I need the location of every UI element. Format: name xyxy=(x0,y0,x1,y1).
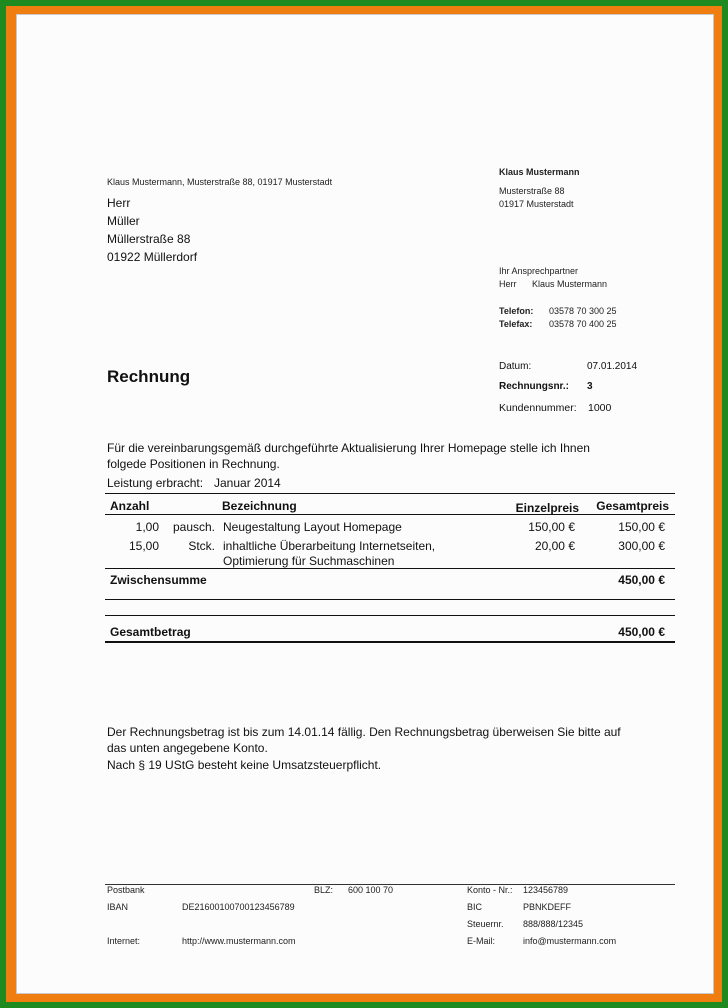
footer-tax-label: Steuernr. xyxy=(467,919,504,929)
footer-tax: 888/888/12345 xyxy=(523,919,584,929)
subtotal-bottom-rule xyxy=(105,599,675,600)
invoice-title: Rechnung xyxy=(107,367,191,386)
footer-blz-label: BLZ: xyxy=(314,885,334,895)
footer-iban-label: IBAN xyxy=(107,902,129,912)
header-desc: Bezeichnung xyxy=(222,499,297,513)
header-unit-price: Einzelpreis xyxy=(515,501,579,515)
fax-label: Telefax: xyxy=(499,319,533,329)
recipient-name: Müller xyxy=(107,214,140,228)
footer-bic-label: BIC xyxy=(467,902,483,912)
row1-qty: 1,00 xyxy=(135,520,159,534)
footer-konto: 123456789 xyxy=(523,885,569,895)
contact-name: Klaus Mustermann xyxy=(532,279,608,289)
row2-desc: inhaltliche Überarbeitung Internetseiten, xyxy=(223,539,436,553)
invoice-page xyxy=(16,14,714,994)
footer-konto-label: Konto - Nr.: xyxy=(467,885,513,895)
grand-top-rule xyxy=(105,615,675,616)
date-value: 07.01.2014 xyxy=(587,361,638,372)
payment-line-1: Der Rechnungsbetrag ist bis zum 14.01.14 fällig. Den Rechnungsbetrag überweisen Sie bitte auf xyxy=(107,725,621,739)
payment-line-3: Nach § 19 UStG besteht keine Umsatzsteuerpflicht. xyxy=(107,758,382,772)
grand-total-value: 450,00 € xyxy=(618,625,665,639)
row1-unit-price: 150,00 € xyxy=(528,520,575,534)
footer-web-label: Internet: xyxy=(107,936,141,946)
recipient-street: Müllerstraße 88 xyxy=(107,232,191,246)
footer-iban: DE21600100700123456789 xyxy=(182,902,295,912)
invoice-number: 3 xyxy=(587,381,593,392)
row2-total: 300,00 € xyxy=(618,539,665,553)
recipient-salutation: Herr xyxy=(107,196,131,210)
row1-total: 150,00 € xyxy=(618,520,665,534)
row2-qty: 15,00 xyxy=(128,539,159,553)
footer-bic: PBNKDEFF xyxy=(523,902,572,912)
row2-unit-price: 20,00 € xyxy=(534,539,575,553)
footer-bank: Postbank xyxy=(107,885,145,895)
sender-street: Musterstraße 88 xyxy=(499,186,565,196)
service-period: Januar 2014 xyxy=(214,476,281,490)
phone-value: 03578 70 300 25 xyxy=(549,306,617,316)
row1-desc: Neugestaltung Layout Homepage xyxy=(223,520,402,534)
grand-bottom-rule xyxy=(105,641,675,643)
footer-web[interactable]: http://www.mustermann.com xyxy=(182,936,296,946)
footer-mail-label: E-Mail: xyxy=(467,936,496,946)
intro-line-1: Für die vereinbarungsgemäß durchgeführte Aktualisierung Ihrer Homepage stelle ich Ihnen xyxy=(107,441,590,455)
sender-name: Klaus Mustermann xyxy=(499,167,580,177)
footer-mail[interactable]: info@mustermann.com xyxy=(523,936,617,946)
row1-unit: pausch. xyxy=(172,520,215,534)
contact-salutation: Herr xyxy=(499,279,517,289)
service-label: Leistung erbracht: xyxy=(107,476,204,490)
header-total: Gesamtpreis xyxy=(596,499,669,513)
header-rule xyxy=(105,514,675,515)
grand-total-label: Gesamtbetrag xyxy=(110,625,191,639)
fax-value: 03578 70 400 25 xyxy=(549,319,617,329)
sender-return-line: Klaus Mustermann, Musterstraße 88, 01917 Musterstadt xyxy=(107,177,333,187)
row2-unit: Stck. xyxy=(188,539,215,553)
recipient-city: 01922 Müllerdorf xyxy=(107,250,198,264)
table-top-rule xyxy=(105,493,675,494)
customer-number: 1000 xyxy=(588,402,612,414)
subtotal-label: Zwischensumme xyxy=(110,573,207,587)
row2-desc-line2: Optimierung für Suchmaschinen xyxy=(223,554,395,568)
recipient-address xyxy=(107,195,197,265)
phone-label: Telefon: xyxy=(499,306,534,316)
invoice-number-label: Rechnungsnr.: xyxy=(499,381,570,392)
date-label: Datum: xyxy=(499,361,532,372)
subtotal-top-rule xyxy=(105,568,675,569)
payment-line-2: das unten angegebene Konto. xyxy=(107,741,268,755)
footer-blz: 600 100 70 xyxy=(348,885,394,895)
contact-heading: Ihr Ansprechpartner xyxy=(499,266,579,276)
sender-city: 01917 Musterstadt xyxy=(499,199,574,209)
header-qty: Anzahl xyxy=(110,499,150,513)
customer-number-label: Kundennummer: xyxy=(499,402,577,414)
subtotal-value: 450,00 € xyxy=(618,573,665,587)
intro-line-2: folgede Positionen in Rechnung. xyxy=(107,457,280,471)
